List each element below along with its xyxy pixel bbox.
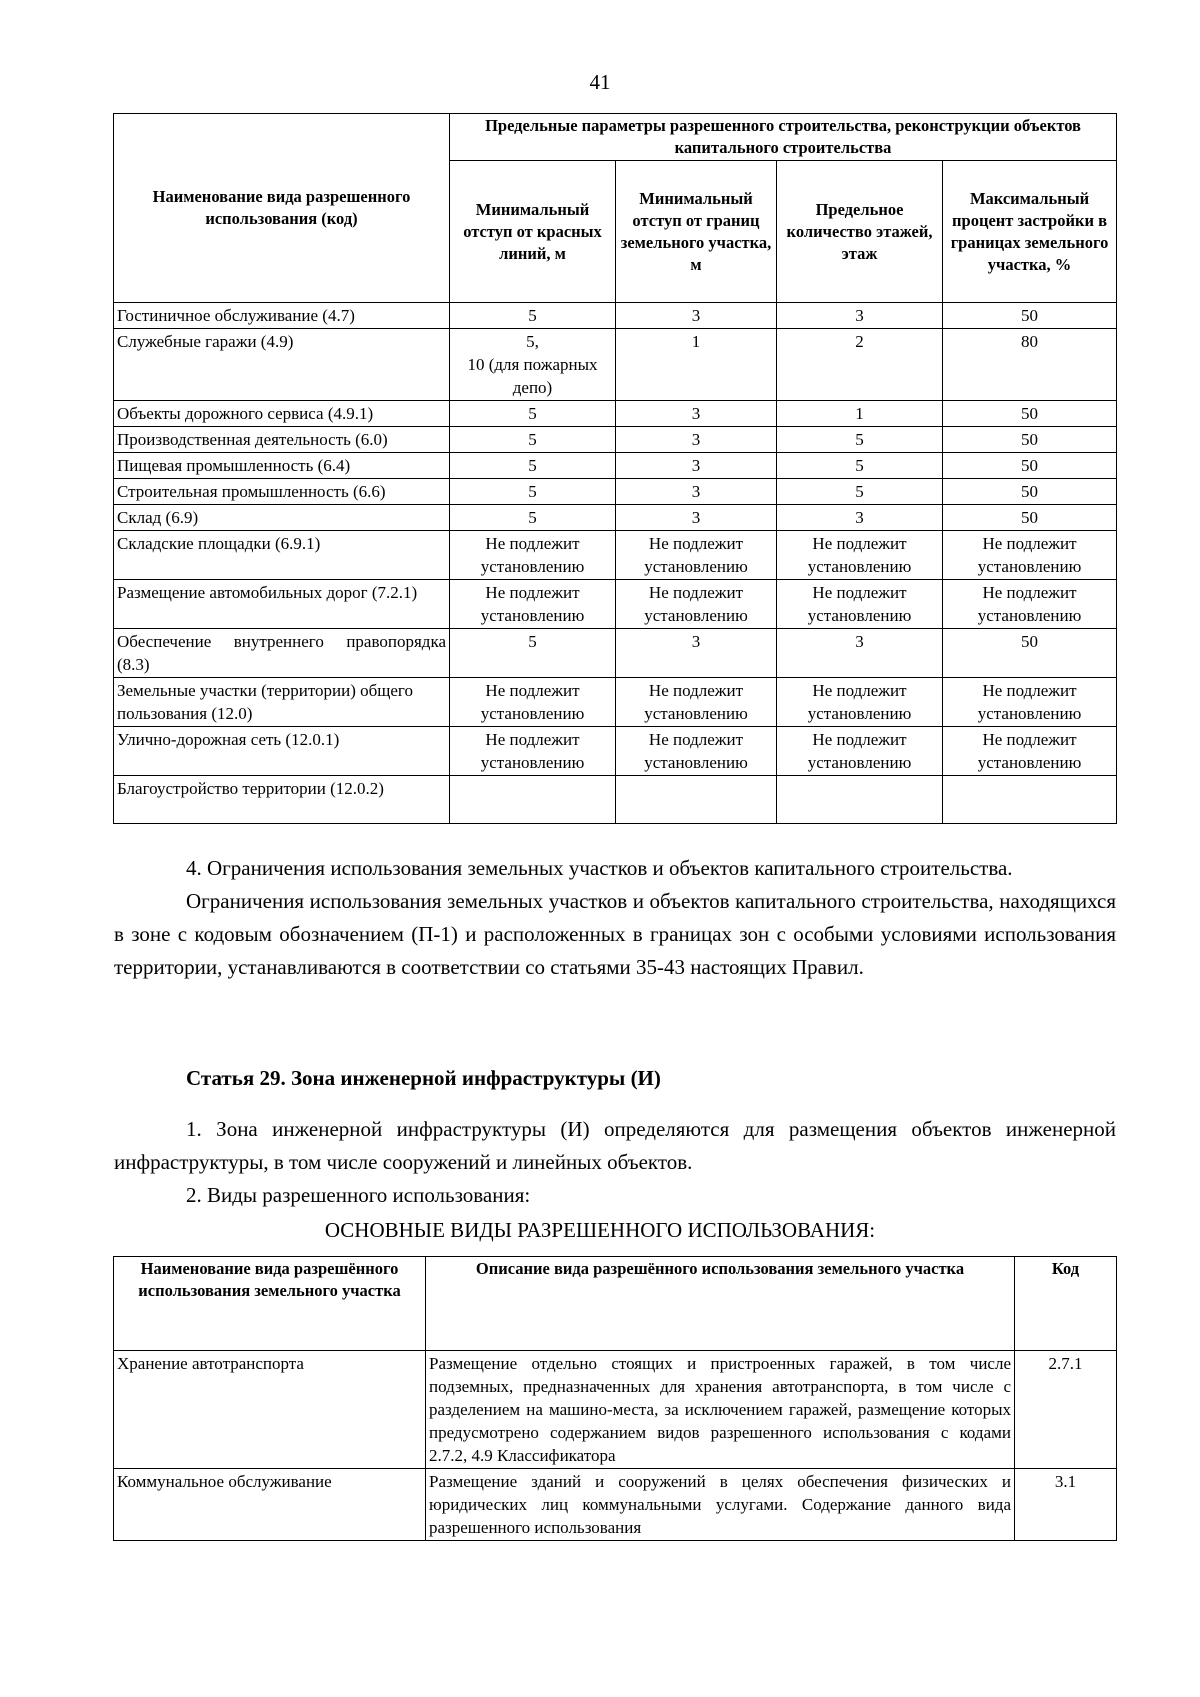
section4-paragraph: Ограничения использования земельных участков и объектов капитального строительства, находящихся в зоне с кодовым обозначением (П-1) и расположенных в границах зон с особыми условиями использования территории, устанавливаются в соответствии со статьями 35-43 настоящих Правил. — [114, 889, 1116, 979]
table-row — [114, 329, 1117, 401]
section4 — [114, 852, 1116, 984]
cell-boundaries: 3 — [616, 427, 777, 453]
main-uses-subheading: ОСНОВНЫЕ ВИДЫ РАЗРЕШЕННОГО ИСПОЛЬЗОВАНИЯ: — [324, 1218, 876, 1242]
cell-red-lines: 5 — [450, 629, 616, 678]
col-header-use-code: Код — [1015, 1257, 1117, 1351]
use-name: Коммунальное обслуживание — [114, 1469, 426, 1541]
cell-floors — [777, 776, 943, 824]
cell-boundaries: Не подлежит установлению — [616, 580, 777, 629]
cell-coverage: 50 — [943, 479, 1117, 505]
cell-floors: 5 — [777, 453, 943, 479]
cell-coverage: Не подлежит установлению — [943, 678, 1117, 727]
cell-coverage: Не подлежит установлению — [943, 727, 1117, 776]
use-name: Хранение автотранспорта — [114, 1351, 426, 1469]
cell-coverage: 50 — [943, 303, 1117, 329]
cell-coverage: 50 — [943, 629, 1117, 678]
cell-red-lines — [450, 776, 616, 824]
cell-boundaries: 1 — [616, 329, 777, 401]
table-row — [114, 727, 1117, 776]
col-header-group: Предельные параметры разрешенного строительства, реконструкции объектов капитального строительства — [450, 114, 1117, 161]
table-row — [114, 776, 1117, 824]
cell-coverage: 50 — [943, 401, 1117, 427]
cell-boundaries: 3 — [616, 629, 777, 678]
cell-boundaries: Не подлежит установлению — [616, 678, 777, 727]
cell-boundaries — [616, 776, 777, 824]
col-header-boundaries: Минимальный отступ от границ земельного участка, м — [616, 161, 777, 303]
cell-boundaries: 3 — [616, 505, 777, 531]
row-name: Пищевая промышленность (6.4) — [114, 453, 450, 479]
cell-floors: 2 — [777, 329, 943, 401]
row-name: Склад (6.9) — [114, 505, 450, 531]
table-row — [114, 479, 1117, 505]
uses-table-body — [114, 1351, 1117, 1541]
cell-coverage: 80 — [943, 329, 1117, 401]
table-row — [114, 427, 1117, 453]
cell-coverage: 50 — [943, 505, 1117, 531]
row-name: Гостиничное обслуживание (4.7) — [114, 303, 450, 329]
cell-boundaries: Не подлежит установлению — [616, 531, 777, 580]
cell-coverage: 50 — [943, 427, 1117, 453]
cell-red-lines: 5 — [450, 453, 616, 479]
cell-boundaries: 3 — [616, 401, 777, 427]
col-header-use-desc: Описание вида разрешённого использования земельного участка — [426, 1257, 1015, 1351]
cell-boundaries: 3 — [616, 479, 777, 505]
col-header-floors: Предельное количество этажей, этаж — [777, 161, 943, 303]
col-header-coverage: Максимальный процент застройки в границах земельного участка, % — [943, 161, 1117, 303]
cell-floors: Не подлежит установлению — [777, 580, 943, 629]
use-description: Размещение отдельно стоящих и пристроенных гаражей, в том числе подземных, предназначенных для хранения автотранспорта, в том числе с разделением на машино-места, за исключением гаражей, размещение которых предусмотрено содержанием видов разрешенного использования с кодами 2.7.2, 4.9 Классификатора — [426, 1351, 1015, 1469]
zoning-parameters-table — [113, 113, 1117, 824]
cell-floors: Не подлежит установлению — [777, 678, 943, 727]
row-name: Земельные участки (территории) общего пользования (12.0) — [114, 678, 450, 727]
cell-coverage: 50 — [943, 453, 1117, 479]
table-row — [114, 401, 1117, 427]
table-row — [114, 1469, 1117, 1541]
row-name: Служебные гаражи (4.9) — [114, 329, 450, 401]
article29-body — [114, 1113, 1116, 1212]
table-row — [114, 505, 1117, 531]
cell-boundaries: 3 — [616, 453, 777, 479]
section4-heading: 4. Ограничения использования земельных участков и объектов капитального строительства. — [186, 856, 1013, 880]
cell-coverage: Не подлежит установлению — [943, 580, 1117, 629]
table-row — [114, 1351, 1117, 1469]
row-name: Производственная деятельность (6.0) — [114, 427, 450, 453]
page-number: 41 — [589, 70, 611, 94]
cell-red-lines: Не подлежит установлению — [450, 580, 616, 629]
cell-floors: Не подлежит установлению — [777, 531, 943, 580]
article-29-title: Статья 29. Зона инженерной инфраструктуры (И) — [186, 1066, 661, 1090]
table-row — [114, 580, 1117, 629]
permitted-uses-table — [113, 1256, 1117, 1541]
col-header-red-lines: Минимальный отступ от красных линий, м — [450, 161, 616, 303]
table-row — [114, 531, 1117, 580]
row-name: Строительная промышленность (6.6) — [114, 479, 450, 505]
cell-red-lines: 5 — [450, 479, 616, 505]
row-name: Улично-дорожная сеть (12.0.1) — [114, 727, 450, 776]
cell-red-lines: 5 — [450, 505, 616, 531]
use-code: 3.1 — [1015, 1469, 1117, 1541]
row-name: Размещение автомобильных дорог (7.2.1) — [114, 580, 450, 629]
col-header-name: Наименование вида разрешенного использования (код) — [114, 114, 450, 303]
cell-floors: Не подлежит установлению — [777, 727, 943, 776]
cell-coverage — [943, 776, 1117, 824]
article29-p2: 2. Виды разрешенного использования: — [186, 1183, 531, 1207]
cell-red-lines: Не подлежит установлению — [450, 678, 616, 727]
cell-boundaries: 3 — [616, 303, 777, 329]
cell-floors: 3 — [777, 303, 943, 329]
table-row — [114, 303, 1117, 329]
cell-red-lines: 5 — [450, 427, 616, 453]
params-table-body — [114, 303, 1117, 824]
article29-p1: 1. Зона инженерной инфраструктуры (И) определяются для размещения объектов инженерной инфраструктуры, в том числе сооружений и линейных объектов. — [114, 1117, 1116, 1174]
row-name: Обеспечение внутреннего правопорядка (8.3) — [114, 629, 450, 678]
cell-floors: 1 — [777, 401, 943, 427]
cell-floors: 3 — [777, 505, 943, 531]
row-name: Складские площадки (6.9.1) — [114, 531, 450, 580]
row-name: Объекты дорожного сервиса (4.9.1) — [114, 401, 450, 427]
use-description: Размещение зданий и сооружений в целях обеспечения физических и юридических лиц коммунальными услугами. Содержание данного вида разрешенного использования — [426, 1469, 1015, 1541]
use-code: 2.7.1 — [1015, 1351, 1117, 1469]
col-header-use-name: Наименование вида разрешённого использования земельного участка — [114, 1257, 426, 1351]
row-name: Благоустройство территории (12.0.2) — [114, 776, 450, 824]
cell-coverage: Не подлежит установлению — [943, 531, 1117, 580]
cell-floors: 5 — [777, 479, 943, 505]
table-row — [114, 453, 1117, 479]
cell-red-lines: 5 — [450, 401, 616, 427]
cell-boundaries: Не подлежит установлению — [616, 727, 777, 776]
cell-red-lines: Не подлежит установлению — [450, 727, 616, 776]
cell-floors: 5 — [777, 427, 943, 453]
cell-red-lines: 5 — [450, 303, 616, 329]
table-row — [114, 678, 1117, 727]
cell-floors: 3 — [777, 629, 943, 678]
cell-red-lines: Не подлежит установлению — [450, 531, 616, 580]
cell-red-lines: 5, 10 (для пожарных депо) — [450, 329, 616, 401]
table-row — [114, 629, 1117, 678]
